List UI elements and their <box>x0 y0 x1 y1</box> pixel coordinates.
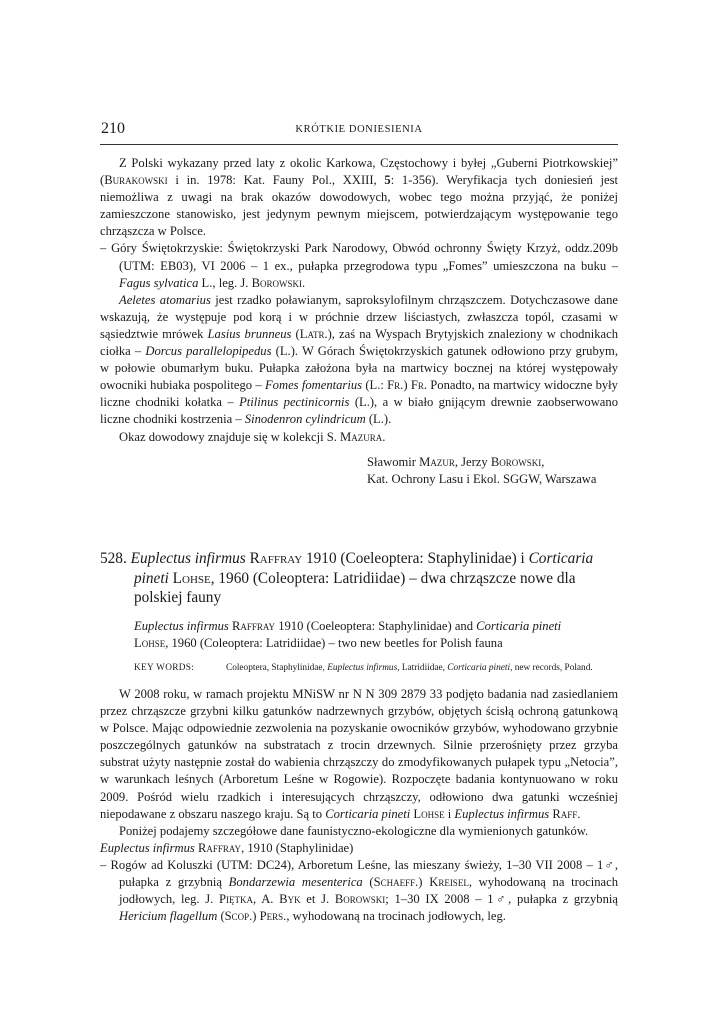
page-header <box>100 120 618 142</box>
record-entry: – Góry Świętokrzyskie: Świętokrzyski Park Narodowy, Obwód ochronny Święty Krzyż, oddz.209b (UTM: EB03), VI 2006 – 1 ex., pułapka przegrodowa typu „Fomes” umieszczona na buku – Fagus sylvatica L., leg. J. Borowski. <box>100 241 618 290</box>
paragraph: Okaz dowodowy znajduje się w kolekcji S. Mazura. <box>119 429 386 444</box>
paragraph: W 2008 roku, w ramach projektu MNiSW nr N N 309 2879 33 podjęto badania nad zasiedlaniem przez chrząszcze grzybni kilku gatunków nadrzewnych grzybów, objętych ścisłą ochroną gatunkową w Polsce. Mając odpowiednie zezwolenia na pozyskanie owocników grzybów, wyhodowano grzybnie poszczególnych gatunków na substratach z trocin drzewnych. Silnie przerośnięty przez grzyba substrat użyty następnie został do wabienia chrząszczy do zmodyfikowanych pułapek typu „Netocia”, w warunkach leśnych (Arboretum Leśne w Rogowie). Rozpoczęte badania kontynuowano w roku 2009. Pośród wielu rzadkich i interesujących chrząszczy, odłowiono dwa gatunki wcześniej niepodawane z obszaru naszego kraju. Są to Corticaria pineti Lohse i Euplectus infirmus Raff. <box>100 687 618 821</box>
english-title: Euplectus infirmus Raffray 1910 (Coeleoptera: Staphylinidae) and Corticaria pineti Lohse, 1960 (Coleoptera: Latridiidae) – two new beetles for Polish fauna <box>134 618 562 650</box>
species-heading: Euplectus infirmus Raffray, 1910 (Staphylinidae) <box>100 840 354 855</box>
page-number: 210 <box>101 120 125 137</box>
author-signature <box>367 454 618 488</box>
record-entry: – Rogów ad Koluszki (UTM: DC24), Arboretum Leśne, las mieszany świeży, 1–30 VII 2008 – 1♂, pułapka z grzybnią Bondarzewia mesenterica (Schaeff.) Kreisel, wyhodowaną na trocinach jodłowych, leg. J. Piętka, A. Byk et J. Borowski; 1–30 IX 2008 – 1♂, pułapka z grzybnią Hericium flagellum (Scop.) Pers., wyhodowaną na trocinach jodłowych, leg. <box>100 857 619 924</box>
paragraph: Z Polski wykazany przed laty z okolic Karkowa, Częstochowy i byłej „Guberni Piotrkowskiej” (Burakowski i in. 1978: Kat. Fauny Pol., XXIII, 5: 1-356). Weryfikacja tych doniesień jest niemożliwa z uwagi na brak okazów dowodowych, wobec tego można przyjąć, że poniżej zamieszczone stanowisko, jest jedynym pewnym miejscem, potwierdzającym występowanie tego chrząszcza w Polsce. <box>100 156 618 239</box>
article-body <box>100 686 618 925</box>
article-title: 528. Euplectus infirmus Raffray 1910 (Coeleoptera: Staphylinidae) i Corticaria pineti Lohse, 1960 (Coleoptera: Latridiidae) – dwa chrząszcze nowe dla polskiej fauny <box>100 550 594 606</box>
key-words-label: KEY WORDS: <box>134 662 195 673</box>
key-words <box>100 662 618 674</box>
article-heading <box>100 549 618 674</box>
author-names: Sławomir Mazur, Jerzy Borowski, <box>367 454 545 469</box>
running-title: KRÓTKIE DONIESIENIA <box>295 124 423 135</box>
previous-note <box>100 155 618 488</box>
key-words-text: Coleoptera, Staphylinidae, Euplectus infirmus, Latridiidae, Corticaria pineti, new records, Poland. <box>226 662 593 673</box>
paragraph: Poniżej podajemy szczegółowe dane faunistyczno-ekologiczne dla wymienionych gatunków. <box>119 823 589 838</box>
paragraph: Aeletes atomarius jest rzadko poławianym, saproksylofilnym chrząszczem. Dotychczasowe dane wskazują, że występuje pod korą i w próchnie drzew liściastych, zwłaszcza topól, czasami w sąsiedztwie mrówek Lasius brunneus (Latr.), zaś na Wyspach Brytyjskich znaleziony w chodnikach ciołka – Dorcus parallelopipedus (L.). W Górach Świętokrzyskich gatunek odłowiono przy grubym, w połowie obumarłym buku. Pułapka założona była na martwicy bocznej na której występowały owocniki hubiaka pospolitego – Fomes fomentarius (L.: Fr.) Fr. Ponadto, na martwicy widoczne były liczne chodniki kołatka – Ptilinus pectinicornis (L.), a w biało gnijącym drewnie zaobserwowano liczne chodniki kostrzenia – Sinodenron cylindricum (L.). <box>100 292 619 427</box>
author-affiliation: Kat. Ochrony Lasu i Ekol. SGGW, Warszawa <box>367 471 597 486</box>
header-rule <box>100 144 618 145</box>
